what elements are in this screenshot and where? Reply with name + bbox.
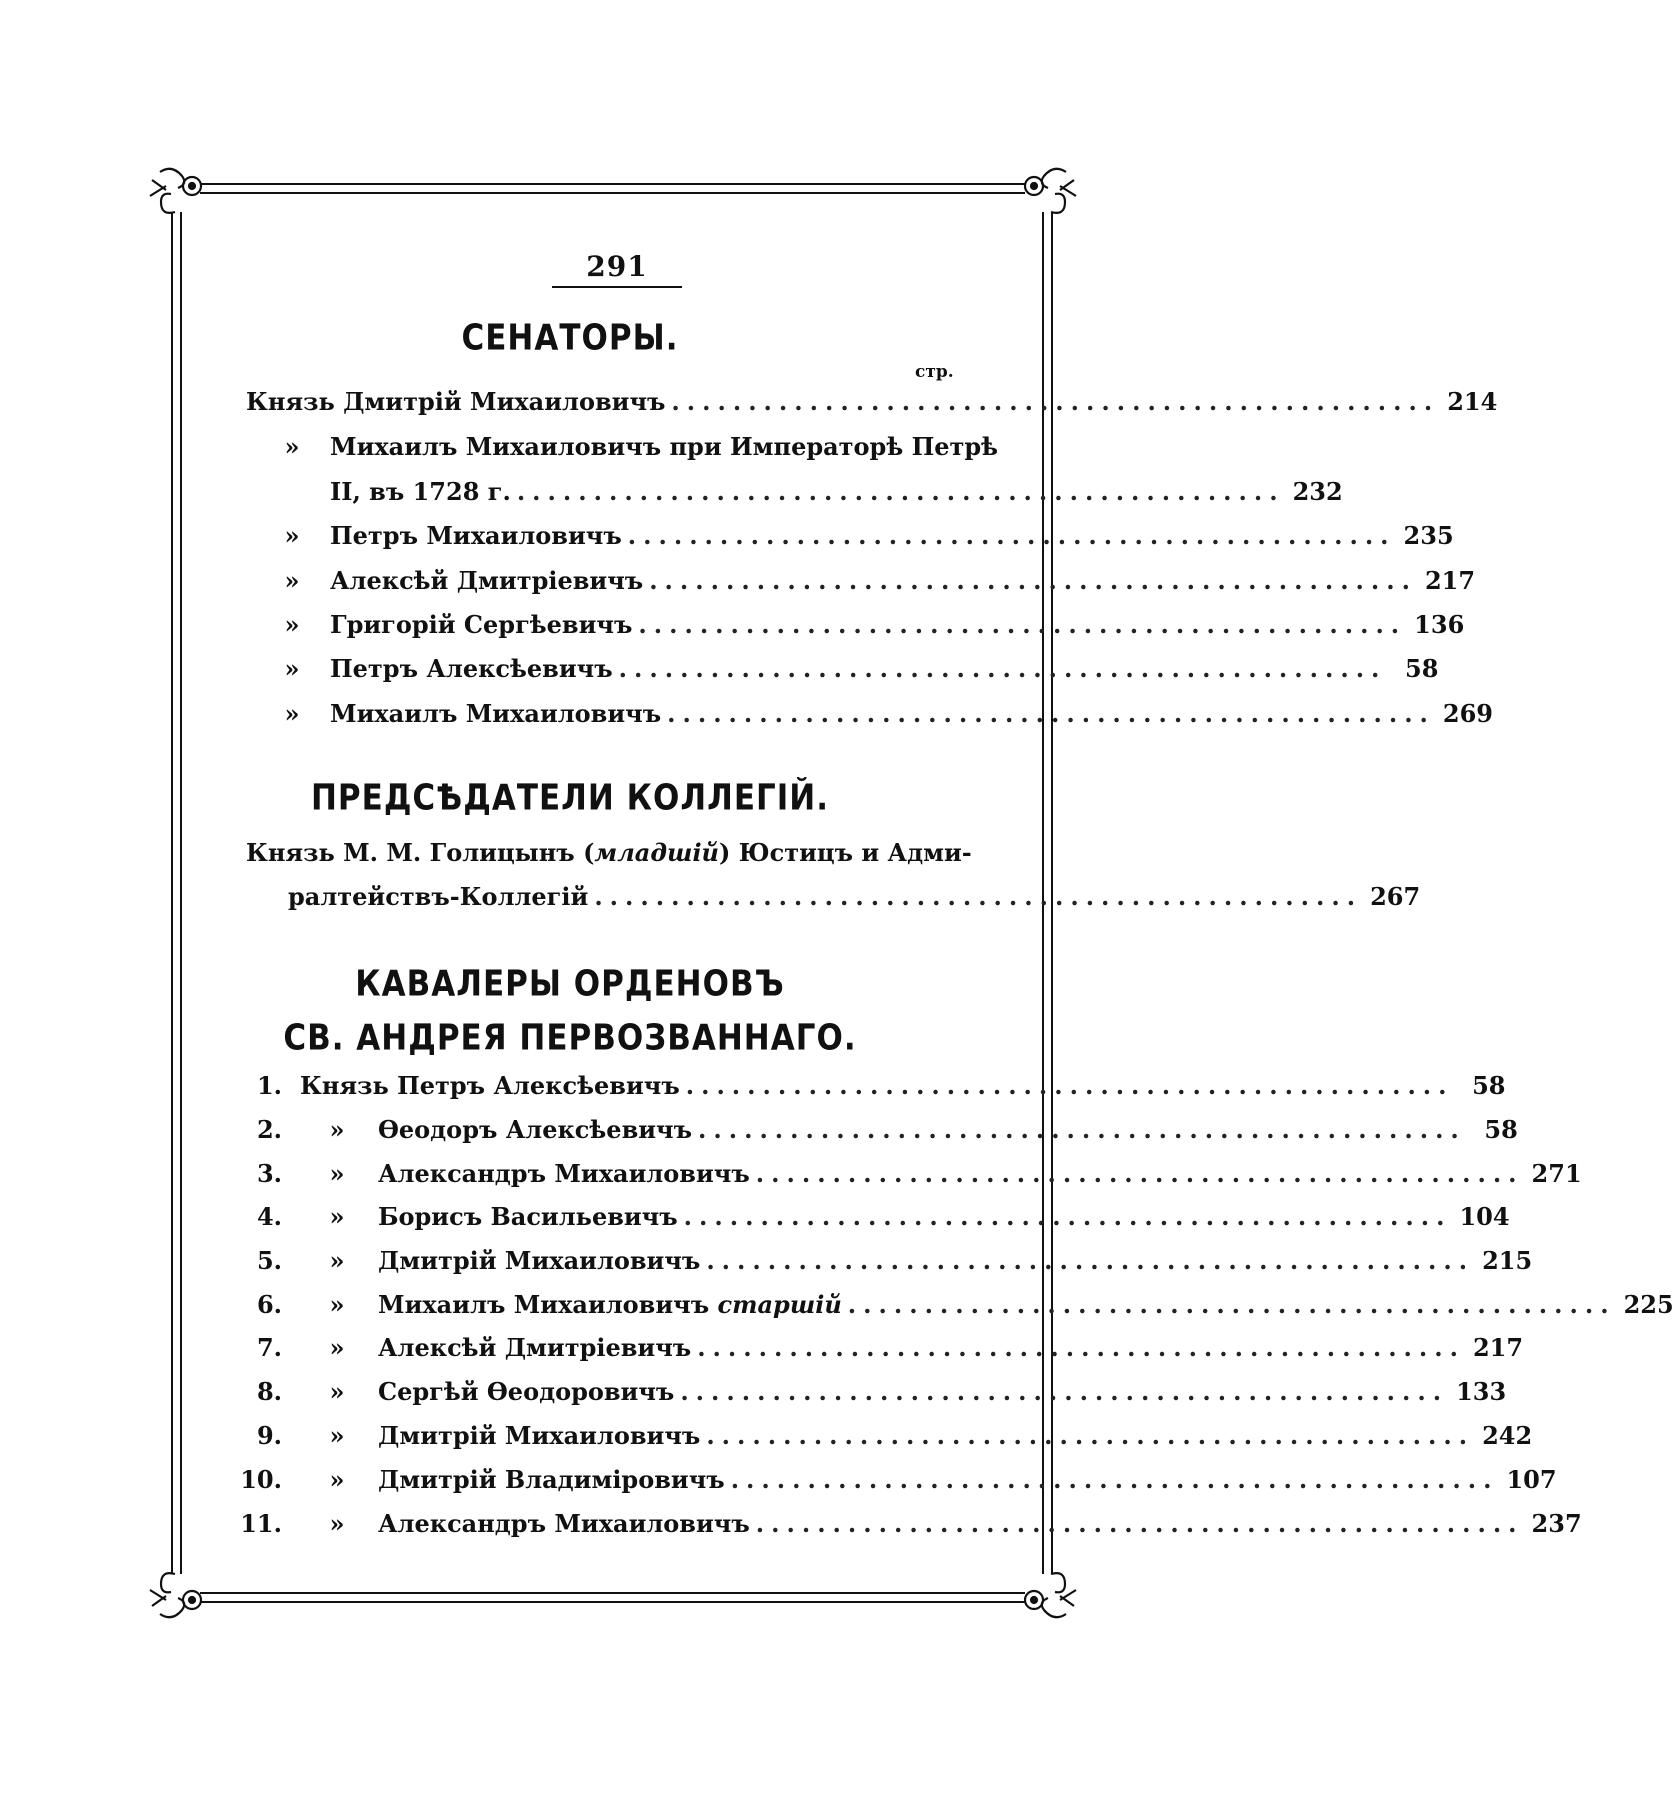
page-number: 291 — [586, 250, 648, 283]
knight-name — [300, 1070, 680, 1102]
leader-dots: .................................................. — [649, 566, 1417, 595]
senator-name: Алексѣй Дмитріевичъ — [330, 566, 644, 595]
knight-number: 1. — [256, 1071, 282, 1100]
knight-number: 10. — [240, 1465, 282, 1494]
ditto-mark: » — [284, 654, 300, 683]
leader-dots: .................................................. — [698, 1115, 1466, 1144]
knight-name — [378, 1289, 842, 1321]
senator-name: Михаилъ Михаиловичъ — [330, 699, 662, 728]
ditto-mark: » — [329, 1421, 345, 1450]
college-president-italic: младшій — [594, 838, 720, 867]
knight-number: 7. — [256, 1333, 282, 1362]
knight-number: 3. — [256, 1159, 282, 1188]
knight-number: 8. — [256, 1377, 282, 1406]
senator-name: II, въ 1728 г. — [330, 477, 511, 506]
senator-page: 232 — [1292, 477, 1343, 506]
college-president-line2: ралтействъ-Коллегій — [288, 882, 589, 911]
corner-ornament-bottom-left — [150, 1573, 201, 1617]
knight-entry — [0, 1201, 1510, 1233]
knight-name: Алексѣй Дмитріевичъ — [378, 1333, 692, 1362]
college-president-entry — [0, 881, 1421, 913]
knight-number: 5. — [256, 1246, 282, 1275]
corner-ornament-top-left — [150, 169, 201, 213]
knight-name: Борисъ Васильевичъ — [378, 1202, 678, 1231]
ditto-mark: » — [329, 1509, 345, 1538]
knight-name-qualifier: старшій — [717, 1290, 842, 1319]
senator-name: Григорій Сергѣевичъ — [330, 610, 633, 639]
ditto-mark: » — [284, 699, 300, 728]
leader-dots: .................................................. — [697, 1333, 1465, 1362]
leader-dots: .................................................. — [683, 1202, 1452, 1231]
knight-name: Дмитрій Михаиловичъ — [378, 1421, 701, 1450]
college-president-line1 — [246, 837, 972, 869]
leader-dots: .................................................. — [706, 1421, 1475, 1450]
knight-name: Сергѣй Ѳеодоровичъ — [378, 1377, 675, 1406]
knight-page: 133 — [1456, 1377, 1507, 1406]
knight-page: 242 — [1482, 1421, 1533, 1450]
senator-entry — [0, 653, 1439, 685]
ditto-mark: » — [329, 1202, 345, 1231]
senator-page: 136 — [1414, 610, 1465, 639]
senator-page: 58 — [1405, 654, 1439, 683]
knight-name: Ѳеодоръ Алексѣевичъ — [378, 1115, 693, 1144]
ditto-mark: » — [284, 521, 300, 550]
ditto-mark: » — [329, 1115, 345, 1144]
college-president-page: 267 — [1370, 882, 1421, 911]
knight-name: Александръ Михаиловичъ — [378, 1159, 750, 1188]
leader-dots: .................................................. — [685, 1071, 1454, 1100]
senator-name: Петръ Алексѣевичъ — [330, 654, 613, 683]
senator-page: 235 — [1403, 521, 1454, 550]
senator-entry — [0, 698, 1494, 730]
leader-dots: .................................................. — [730, 1465, 1499, 1494]
senator-entry — [0, 520, 1454, 552]
knight-entry — [0, 1464, 1557, 1496]
college-president-text-b: ) Юстицъ и Адми- — [719, 838, 972, 867]
knight-number: 11. — [240, 1509, 282, 1538]
senator-name: Петръ Михаиловичъ — [330, 521, 622, 550]
senator-name: Князь Дмитрій Михаиловичъ — [246, 387, 666, 416]
leader-dots: .................................................. — [516, 477, 1285, 506]
senator-page: 214 — [1447, 387, 1498, 416]
knight-page: 271 — [1531, 1159, 1582, 1188]
leader-dots: .................................................. — [627, 521, 1396, 550]
ditto-mark: » — [329, 1377, 345, 1406]
senators-heading: СЕНАТОРЫ. — [461, 317, 679, 359]
knight-page: 58 — [1484, 1115, 1518, 1144]
leader-dots: .................................................. — [618, 654, 1387, 683]
knight-number: 9. — [256, 1421, 282, 1450]
knight-title: Князь — [300, 1071, 389, 1100]
senator-entry — [0, 565, 1476, 597]
senator-entry — [0, 476, 1343, 508]
senator-entry-line1 — [0, 431, 1140, 463]
corner-ornament-bottom-right — [1025, 1573, 1076, 1617]
senator-page: 217 — [1424, 566, 1476, 595]
knight-number: 6. — [256, 1290, 282, 1319]
knight-page: 58 — [1472, 1071, 1506, 1100]
knights-heading-line2: СВ. АНДРЕЯ ПЕРВОЗВАННАГО. — [283, 1017, 857, 1059]
leader-dots: .................................................. — [680, 1377, 1449, 1406]
knight-page: 107 — [1506, 1465, 1557, 1494]
leader-dots: .................................................. — [638, 610, 1407, 639]
leader-dots: .................................................. — [671, 387, 1440, 416]
ditto-mark: » — [284, 610, 300, 639]
ditto-mark: » — [329, 1290, 345, 1319]
page-column-label: стр. — [915, 362, 954, 382]
ditto-mark: » — [329, 1159, 345, 1188]
ditto-mark: » — [284, 432, 300, 461]
leader-dots: .................................................. — [594, 882, 1363, 911]
knight-entry — [0, 1070, 1506, 1102]
knight-entry — [0, 1158, 1582, 1190]
knight-entry — [0, 1376, 1507, 1408]
knight-page: 215 — [1482, 1246, 1533, 1275]
knight-page: 237 — [1531, 1509, 1582, 1538]
knight-entry — [0, 1332, 1524, 1364]
senator-name-line1: Михаилъ Михаиловичъ при Императорѣ Петрѣ — [330, 432, 999, 461]
college-presidents-heading: ПРЕДСѢДАТЕЛИ КОЛЛЕГІЙ. — [310, 777, 830, 819]
page-number-rule — [552, 286, 682, 288]
leader-dots: .................................................. — [667, 699, 1435, 728]
leader-dots: .................................................. — [706, 1246, 1475, 1275]
knight-page: 217 — [1472, 1333, 1524, 1362]
corner-ornament-top-right — [1025, 169, 1076, 213]
knight-name: Александръ Михаиловичъ — [378, 1509, 750, 1538]
knight-entry — [0, 1420, 1533, 1452]
leader-dots: .................................................. — [755, 1159, 1524, 1188]
leader-dots: .................................................. — [755, 1509, 1524, 1538]
ditto-mark: » — [329, 1333, 345, 1362]
knight-page: 225 — [1623, 1290, 1674, 1319]
knight-page: 104 — [1459, 1202, 1510, 1231]
college-president-text-a: Князь М. М. Голицынъ ( — [246, 838, 595, 867]
knight-entry — [0, 1508, 1582, 1540]
ditto-mark: » — [329, 1246, 345, 1275]
senator-entry — [0, 609, 1465, 641]
knight-name: Дмитрій Михаиловичъ — [378, 1246, 701, 1275]
knight-entry — [0, 1289, 1674, 1321]
senator-page: 269 — [1442, 699, 1494, 728]
ditto-mark: » — [284, 566, 300, 595]
knight-number: 4. — [256, 1202, 282, 1231]
senator-entry — [0, 386, 1498, 418]
ditto-mark: » — [329, 1465, 345, 1494]
leader-dots: .................................................. — [847, 1290, 1616, 1319]
knight-name-text: Петръ Алексѣевичъ — [397, 1071, 680, 1100]
knight-number: 2. — [256, 1115, 282, 1144]
knights-heading-line1: КАВАЛЕРЫ ОРДЕНОВЪ — [355, 963, 785, 1005]
knight-entry — [0, 1245, 1533, 1277]
knight-entry — [0, 1114, 1518, 1146]
knight-name: Дмитрій Владиміровичъ — [378, 1465, 725, 1494]
knight-name-text: Михаилъ Михаиловичъ — [378, 1290, 710, 1319]
